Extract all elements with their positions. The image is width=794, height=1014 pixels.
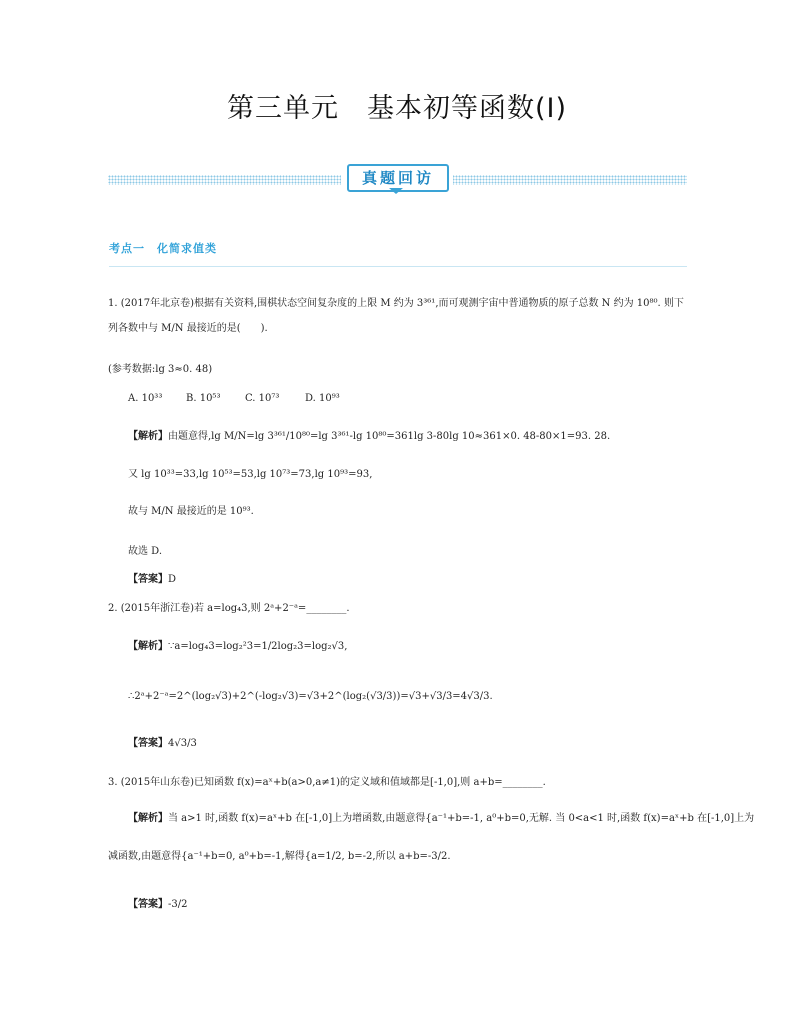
q1-analysis-line1 <box>128 430 610 444</box>
banner-label: 真题回访 <box>347 164 449 192</box>
q1-option-b: B. 10⁵³ <box>186 393 221 404</box>
q1-analysis-line4: 故选 D. <box>128 546 163 557</box>
q1-analysis-tag: 【解析】 <box>128 431 168 442</box>
q1-answer-value: D <box>168 574 177 585</box>
q1-analysis-line3: 故与 M/N 最接近的是 10⁹³. <box>128 506 254 517</box>
section-banner <box>341 161 453 191</box>
q1-stem-line1 <box>108 297 684 311</box>
q1-option-a: A. 10³³ <box>128 393 163 404</box>
q1-stem-text: 1. (2017年北京卷)根据有关资料,围棋状态空间复杂度的上限 M 约为 3³⁶¹,而可观测宇宙中普通物质的原子总数 N 约为 10⁸⁰. 则下 <box>108 298 684 309</box>
q1-stem-line2: 列各数中与 M/N 最接近的是( ). <box>108 323 268 334</box>
q1-answer <box>128 573 176 587</box>
q2-analysis-line2: ∴2ᵃ+2⁻ᵃ=2^(log₂√3)+2^(-log₂√3)=√3+2^(log₂(√3/3))=√3+√3/3=4√3/3. <box>128 691 493 702</box>
q2-analysis-tag: 【解析】 <box>128 641 168 652</box>
q1-reference: (参考数据:lg 3≈0. 48) <box>108 364 213 375</box>
q3-answer-value: -3/2 <box>168 899 188 910</box>
q2-answer <box>128 737 197 751</box>
q2-answer-value: 4√3/3 <box>168 738 197 749</box>
q2-analysis-line1 <box>128 640 347 654</box>
q2-analysis-text1: ∵a=log₄3=log₂²3=1/2log₂3=log₂√3, <box>168 641 348 652</box>
q2-answer-tag: 【答案】 <box>128 738 168 749</box>
q3-analysis-tag: 【解析】 <box>128 813 168 824</box>
dotted-divider-left <box>108 175 344 185</box>
dotted-divider-right <box>452 175 687 185</box>
q2-stem: 2. (2015年浙江卷)若 a=log₄3,则 2ᵃ+2⁻ᵃ=________. <box>108 603 350 614</box>
q1-analysis-text1: 由题意得,lg M/N=lg 3³⁶¹/10⁸⁰=lg 3³⁶¹-lg 10⁸⁰=361lg 3-80lg 10≈361×0. 48-80×1=93. 28. <box>168 431 611 442</box>
q1-answer-tag: 【答案】 <box>128 574 168 585</box>
q3-stem: 3. (2015年山东卷)已知函数 f(x)=aˣ+b(a>0,a≠1)的定义域和值域都是[-1,0],则 a+b=________. <box>108 777 546 788</box>
page-title: 第三单元 基本初等函数(Ⅰ) <box>226 93 568 124</box>
q1-option-c: C. 10⁷³ <box>245 393 280 404</box>
q3-analysis-line2: 减函数,由题意得{a⁻¹+b=0, a⁰+b=-1,解得{a=1/2, b=-2,所以 a+b=-3/2. <box>108 851 451 862</box>
q3-analysis-line1 <box>128 812 754 826</box>
q3-analysis-text1: 当 a>1 时,函数 f(x)=aˣ+b 在[-1,0]上为增函数,由题意得{a⁻¹+b=-1, a⁰+b=0,无解. 当 0<a<1 时,函数 f(x)=aˣ+b 在[-1,0]上为 <box>168 813 755 824</box>
q1-analysis-line2: 又 lg 10³³=33,lg 10⁵³=53,lg 10⁷³=73,lg 10⁹³=93, <box>128 469 373 480</box>
q3-answer-tag: 【答案】 <box>128 899 168 910</box>
q1-option-d: D. 10⁹³ <box>305 393 340 404</box>
q3-answer <box>128 898 187 912</box>
section-heading: 考点一 化简求值类 <box>109 242 217 255</box>
section-rule <box>109 266 687 267</box>
